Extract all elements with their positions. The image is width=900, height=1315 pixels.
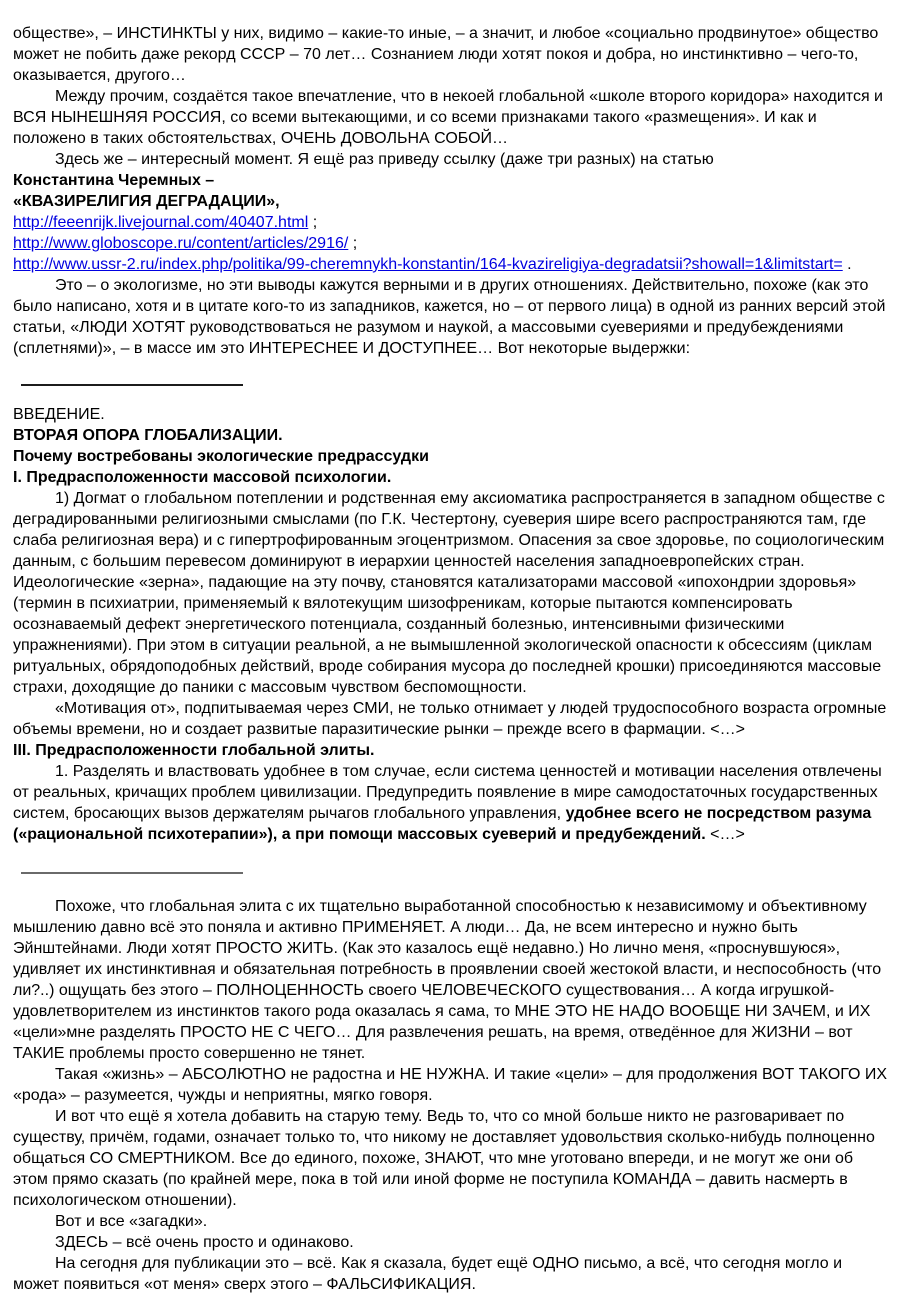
horizontal-divider: [21, 384, 243, 386]
hyperlink[interactable]: http://www.ussr-2.ru/index.php/politika/99-cheremnykh-konstantin/164-kvazireligiya-degradatsii?showall=1&limitstart=: [13, 256, 843, 273]
paragraph: [13, 698, 890, 740]
paragraph: [13, 275, 890, 359]
paragraph: [13, 1211, 890, 1232]
text-run: Это – о экологизме, но эти выводы кажутся верными и в других отношениях. Действительно, похоже (как это было написано, хотя и в цитате кого-то из западников, кажется, но – от первого лица) в одной из ранних версий этой статьи, «ЛЮДИ ХОТЯТ руководствоваться не разумом и наукой, а массовыми суевериями и предубеждениями (сплетнями)», – в массе им это ИНТЕРЕСНЕЕ И ДОСТУПНЕЕ… Вот некоторые выдержки:: [13, 277, 886, 357]
text-run: Здесь же – интересный момент. Я ещё раз приведу ссылку (даже три разных) на статью: [55, 151, 714, 168]
link-line: [13, 254, 890, 275]
text-run: 1. Разделять и властвовать удобнее в том случае, если система ценностей и мотивации населения отвлечены от реальных, кричащих проблем цивилизации. Предупредить появление в мире самодостаточных государственных систем, бросающих вызов держателям рычагов глобального управления,: [13, 763, 882, 822]
bold-text-run: I. Предрасположенности массовой психологии.: [13, 469, 392, 486]
horizontal-divider: [21, 872, 243, 874]
text-run: ВВЕДЕНИЕ.: [13, 406, 105, 423]
link-line: [13, 233, 890, 254]
bold-text-run: Константина Черемных –: [13, 172, 215, 189]
heading: [13, 425, 890, 446]
text-run: ;: [308, 214, 318, 231]
paragraph: [13, 1106, 890, 1211]
paragraph: [13, 761, 890, 845]
text-run: Вот и все «загадки».: [55, 1213, 208, 1230]
paragraph: [13, 488, 890, 698]
hyperlink[interactable]: http://feeenrijk.livejournal.com/40407.html: [13, 214, 309, 231]
paragraph: [13, 1232, 890, 1253]
paragraph: [13, 896, 890, 1064]
heading: [13, 467, 890, 488]
bold-text-run: удобнее всего не посредством разума («рациональной психотерапии»), а при помощи массовых суеверий и предубеждений.: [13, 805, 872, 843]
text-run: <…>: [705, 826, 745, 843]
text-run: Между прочим, создаётся такое впечатление, что в некоей глобальной «школе второго коридора» находится и ВСЯ НЫНЕШНЯЯ РОССИЯ, со всеми вытекающими, и со всеми признаками такого «размещения». И как и положено в таких обстоятельствах, ОЧЕНЬ ДОВОЛЬНА СОБОЙ…: [13, 88, 883, 147]
article-title: [13, 191, 890, 212]
link-line: [13, 212, 890, 233]
author-line: [13, 170, 890, 191]
hyperlink[interactable]: http://www.globoscope.ru/content/articles/2916/: [13, 235, 349, 252]
paragraph-continuation: [13, 23, 890, 86]
paragraph: [13, 149, 890, 170]
text-run: Похоже, что глобальная элита с их тщательно выработанной способностью к независимому и объективному мышлению давно всё это поняла и активно ПРИМЕНЯЕТ. А люди… Да, не всем интересно и нужно быть Эйнштейнами. Люди хотят ПРОСТО ЖИТЬ. (Как это казалось ещё недавно.) Но лично меня, «проснувшуюся», удивляет их инстинктивная и обязательная потребность в проявлении своей жестокой власти, и неспособность (что ли?..) ощущать без этого – ПОЛНОЦЕННОСТЬ своего ЧЕЛОВЕЧЕСКОГО существования… А когда игрушкой-удовлетворителем из инстинктов такого рода оказалась я сама, то МНЕ ЭТО НЕ НАДО ВООБЩЕ НИ ЗАЧЕМ, и ИХ «цели»мне разделять ПРОСТО НЕ С ЧЕГО… Для развлечения решать, на время, отведённое для ЖИЗНИ – вот ТАКИЕ проблемы просто совершенно не тянет.: [13, 898, 882, 1062]
bold-text-run: ВТОРАЯ ОПОРА ГЛОБАЛИЗАЦИИ.: [13, 427, 283, 444]
section-label: [13, 404, 890, 425]
bold-text-run: «КВАЗИРЕЛИГИЯ ДЕГРАДАЦИИ»,: [13, 193, 280, 210]
text-run: 1) Догмат о глобальном потеплении и родственная ему аксиоматика распространяется в западном обществе с деградированными религиозными смыслами (по Г.К. Честертону, суеверия шире всего распространяются там, где слаба религиозная вера) и с гипертрофированным эгоцентризмом. Опасения за свое здоровье, по социологическим данным, с большим перевесом доминируют в иерархии ценностей населения западноевропейских стран. Идеологические «зерна», падающие на эту почву, становятся катализаторами массовой «ипохондрии здоровья» (термин в психиатрии, применяемый к вялотекущим шизофреникам, которые пытаются компенсировать осознаваемый дефект энергетического потенциала, созданный болезнью, интенсивными физическими упражнениями). При этом в ситуации реальной, а не вымышленной экологической опасности к обсессиям (циклам ритуальных, обрядоподобных действий, вроде собирания мусора до последней крошки) присоединяются массовые страхи, доходящие до паники с массовым чувством беспомощности.: [13, 490, 885, 696]
heading: [13, 740, 890, 761]
paragraph: [13, 1253, 890, 1295]
paragraph: [13, 86, 890, 149]
text-run: На сегодня для публикации это – всё. Как я сказала, будет ещё ОДНО письмо, а всё, что сегодня могло и может появиться «от меня» сверх этого – ФАЛЬСИФИКАЦИЯ.: [13, 1255, 843, 1293]
text-run: ЗДЕСЬ – всё очень просто и одинаково.: [55, 1234, 354, 1251]
text-run: ;: [348, 235, 358, 252]
text-run: обществе», – ИНСТИНКТЫ у них, видимо – какие-то иные, – а значит, и любое «социально продвинутое» общество может не побить даже рекорд СССР – 70 лет… Сознанием люди хотят покоя и добра, но инстинктивно – чего-то, оказывается, другого…: [13, 25, 879, 84]
bold-text-run: Почему востребованы экологические предрассудки: [13, 448, 429, 465]
heading: [13, 446, 890, 467]
text-run: И вот что ещё я хотела добавить на старую тему. Ведь то, что со мной больше никто не разговаривает по существу, причём, годами, означает только то, что никому не доставляет удовольствия сколько-нибудь полноценно общаться СО СМЕРТНИКОМ. Все до единого, похоже, ЗНАЮТ, что мне уготовано впереди, и не могут же они об этом прямо сказать (по крайней мере, пока в той или иной форме не поступила КОМАНДА – давить насмерть в психологическом отношении).: [13, 1108, 875, 1209]
text-run: «Мотивация от», подпитываемая через СМИ, не только отнимает у людей трудоспособного возраста огромные объемы времени, но и создает развитые паразитические рынки – прежде всего в фармации. <…>: [13, 700, 887, 738]
bold-text-run: III. Предрасположенности глобальной элиты.: [13, 742, 375, 759]
paragraph: [13, 1064, 890, 1106]
text-run: .: [842, 256, 852, 273]
text-run: Такая «жизнь» – АБСОЛЮТНО не радостна и НЕ НУЖНА. И такие «цели» – для продолжения ВОТ ТАКОГО ИХ «рода» – разумеется, чужды и неприятны, мягко говоря.: [13, 1066, 888, 1104]
